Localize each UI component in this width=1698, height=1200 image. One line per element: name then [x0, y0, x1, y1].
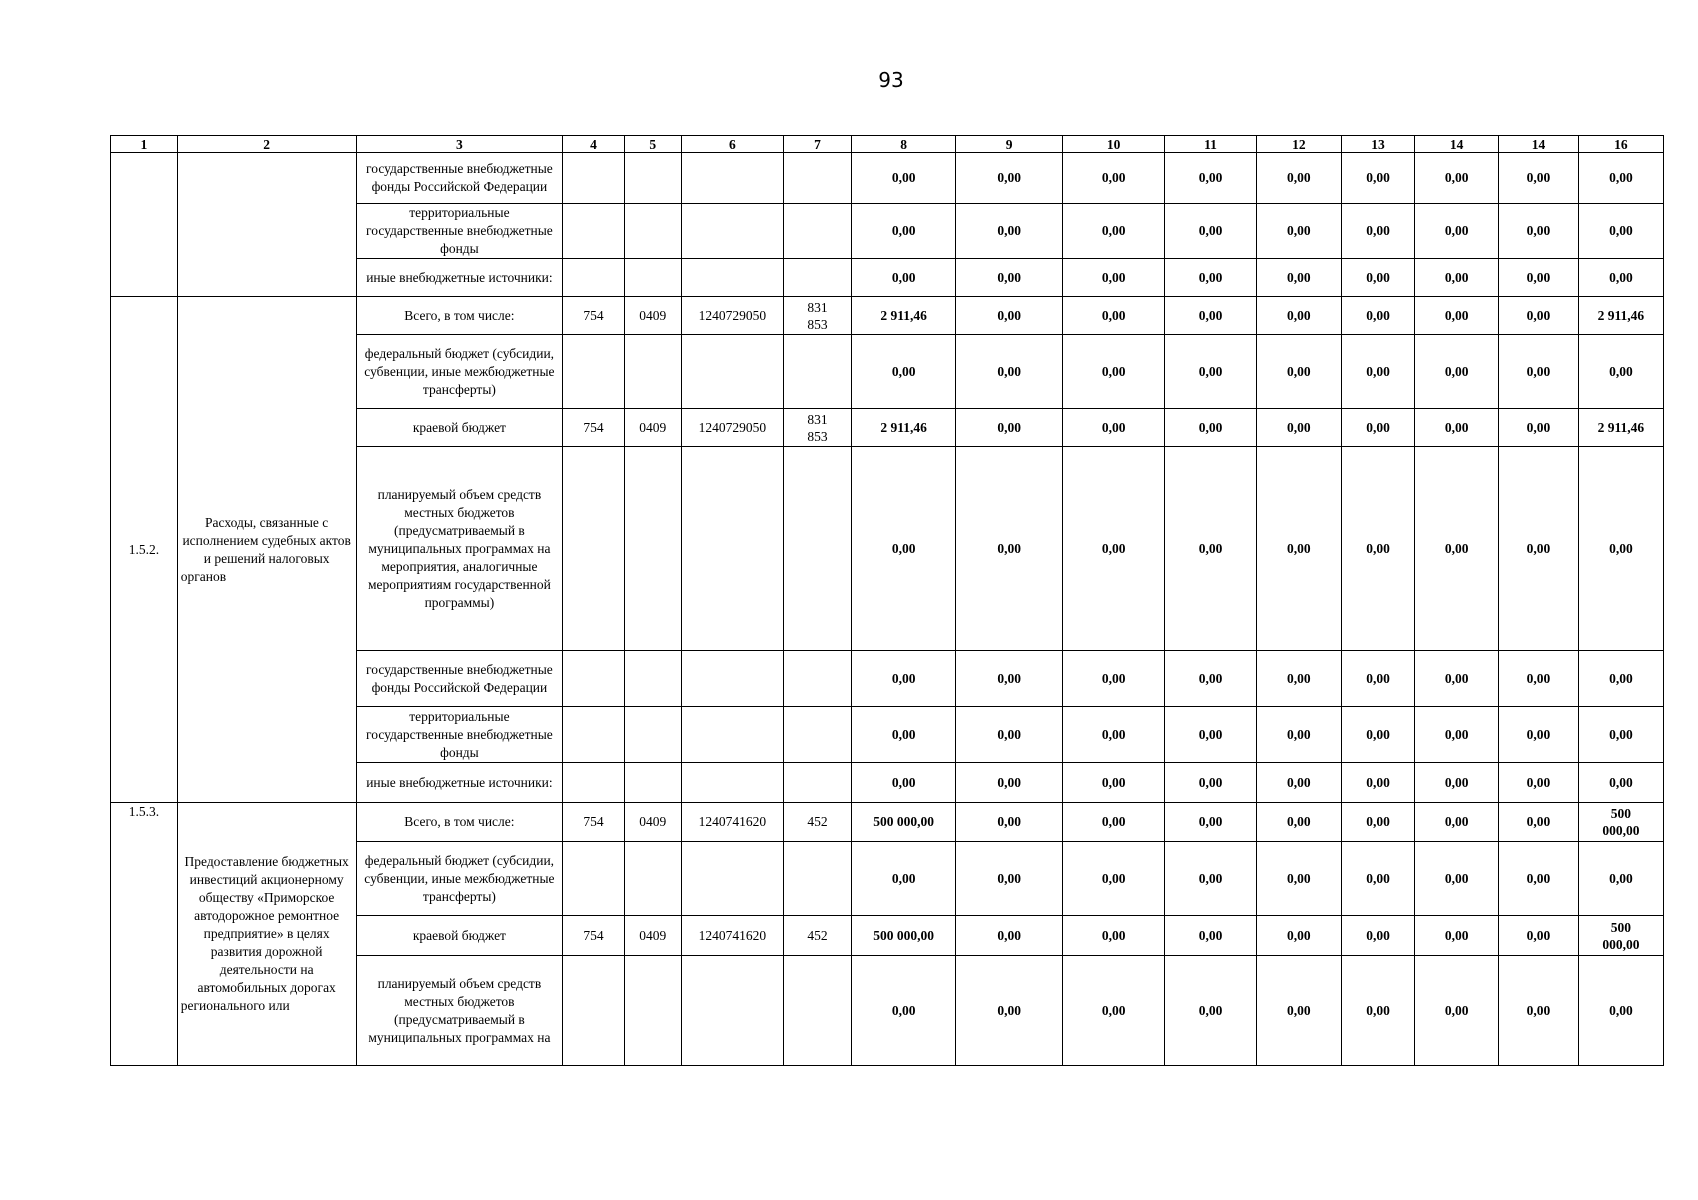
value-cell: 0,00 — [1165, 297, 1257, 335]
value-cell: 0,00 — [1165, 707, 1257, 763]
value-cell: 0,00 — [1499, 803, 1579, 842]
value-cell — [1578, 803, 1663, 842]
value-cell: 0,00 — [1415, 297, 1499, 335]
value-cell: 0,00 — [1165, 335, 1257, 409]
value-cell: 0,00 — [1499, 916, 1579, 956]
value-cell: 0,00 — [1415, 707, 1499, 763]
value-cell: 0,00 — [1578, 335, 1663, 409]
column-header: 14 — [1499, 136, 1579, 153]
funding-source: краевой бюджет — [356, 409, 563, 447]
page-number: 93 — [878, 68, 904, 92]
value-cell: 0,00 — [1499, 259, 1579, 297]
column-header: 16 — [1578, 136, 1663, 153]
item-index: 1.5.3. — [111, 803, 178, 1066]
item-name: Предоставление бюджетных инвестиций акционерному обществу «Приморское автодорожное ремонтное предприятие» в целях развития дорожной деятельности на автомобильных дорогах регионального или — [177, 803, 356, 1066]
value-cell: 0,00 — [956, 763, 1063, 803]
index-cell — [111, 153, 178, 297]
value-cell: 0,00 — [1165, 916, 1257, 956]
value-cell: 0,00 — [1256, 763, 1341, 803]
value-cell: 0,00 — [956, 335, 1063, 409]
value-cell: 0,00 — [851, 707, 955, 763]
name-cell — [177, 153, 356, 297]
code-cell: 0409 — [624, 297, 681, 335]
value-cell: 0,00 — [1578, 707, 1663, 763]
value-cell: 500 000,00 — [851, 803, 955, 842]
value-cell: 0,00 — [851, 763, 955, 803]
code-line: 853 — [807, 428, 828, 444]
value-cell: 0,00 — [1499, 409, 1579, 447]
value-cell: 0,00 — [1341, 153, 1414, 204]
value-cell: 0,00 — [956, 259, 1063, 297]
value-cell: 0,00 — [1499, 763, 1579, 803]
value-cell: 0,00 — [1341, 956, 1414, 1066]
value-cell: 0,00 — [1341, 447, 1414, 651]
value-cell: 0,00 — [1341, 707, 1414, 763]
value-cell: 0,00 — [1341, 916, 1414, 956]
value-cell: 0,00 — [1062, 956, 1164, 1066]
value-cell: 0,00 — [956, 916, 1063, 956]
value-cell: 0,00 — [851, 204, 955, 259]
value-cell: 0,00 — [1499, 153, 1579, 204]
value-cell: 0,00 — [1256, 153, 1341, 204]
value-cell: 0,00 — [1341, 842, 1414, 916]
column-header: 6 — [681, 136, 783, 153]
value-cell: 0,00 — [1415, 916, 1499, 956]
code-line: 831 — [807, 411, 828, 427]
code-line: 831 — [807, 299, 828, 315]
table-row — [111, 803, 1664, 842]
code-cell: 1240741620 — [681, 803, 783, 842]
column-header: 2 — [177, 136, 356, 153]
value-cell: 0,00 — [1499, 447, 1579, 651]
value-cell: 0,00 — [1341, 651, 1414, 707]
value-cell: 0,00 — [956, 842, 1063, 916]
value-cell: 0,00 — [1256, 204, 1341, 259]
value-cell: 0,00 — [1499, 842, 1579, 916]
value-cell: 0,00 — [1341, 335, 1414, 409]
value-cell: 0,00 — [1341, 409, 1414, 447]
value-cell: 0,00 — [1256, 297, 1341, 335]
value-cell: 0,00 — [956, 409, 1063, 447]
column-header: 1 — [111, 136, 178, 153]
value-cell: 0,00 — [1256, 651, 1341, 707]
value-cell: 0,00 — [1341, 297, 1414, 335]
value-cell: 0,00 — [1165, 956, 1257, 1066]
value-cell: 0,00 — [851, 956, 955, 1066]
value-cell: 0,00 — [1578, 153, 1663, 204]
code-cell: 754 — [563, 297, 624, 335]
value-cell: 0,00 — [1062, 204, 1164, 259]
item-name: Расходы, связанные с исполнением судебных актов и решений налоговых органов — [177, 297, 356, 803]
value-cell: 0,00 — [1578, 204, 1663, 259]
column-header: 4 — [563, 136, 624, 153]
column-header: 5 — [624, 136, 681, 153]
funding-source: краевой бюджет — [356, 916, 563, 956]
value-cell: 0,00 — [1578, 842, 1663, 916]
value-cell: 0,00 — [1062, 651, 1164, 707]
item-index: 1.5.2. — [111, 297, 178, 803]
value-cell: 0,00 — [1499, 956, 1579, 1066]
value-cell: 0,00 — [1062, 259, 1164, 297]
value-cell: 0,00 — [1415, 763, 1499, 803]
value-cell: 0,00 — [956, 651, 1063, 707]
value-cell: 0,00 — [851, 259, 955, 297]
code-cell: 1240741620 — [681, 916, 783, 956]
column-header: 11 — [1165, 136, 1257, 153]
value-cell: 0,00 — [1062, 297, 1164, 335]
value-cell: 0,00 — [1415, 409, 1499, 447]
code-cell — [784, 297, 852, 335]
value-line: 000,00 — [1602, 936, 1640, 952]
value-line: 500 — [1610, 919, 1632, 935]
value-cell: 0,00 — [1062, 803, 1164, 842]
column-header: 13 — [1341, 136, 1414, 153]
funding-source: Всего, в том числе: — [356, 297, 563, 335]
value-cell: 0,00 — [1415, 803, 1499, 842]
code-line: 853 — [807, 316, 828, 332]
value-cell: 0,00 — [1062, 707, 1164, 763]
value-cell: 0,00 — [1062, 842, 1164, 916]
value-cell: 0,00 — [956, 707, 1063, 763]
value-cell: 0,00 — [851, 335, 955, 409]
value-cell: 0,00 — [1341, 259, 1414, 297]
value-cell: 0,00 — [851, 842, 955, 916]
funding-source: иные внебюджетные источники: — [356, 763, 563, 803]
value-cell: 0,00 — [1062, 409, 1164, 447]
code-cell: 1240729050 — [681, 409, 783, 447]
column-header: 9 — [956, 136, 1063, 153]
code-cell: 1240729050 — [681, 297, 783, 335]
value-cell: 0,00 — [1062, 153, 1164, 204]
value-cell: 0,00 — [1415, 153, 1499, 204]
value-cell: 0,00 — [851, 153, 955, 204]
value-line: 000,00 — [1602, 823, 1640, 838]
value-cell: 0,00 — [1415, 259, 1499, 297]
funding-source: федеральный бюджет (субсидии, субвенции, иные межбюджетные трансферты) — [356, 335, 563, 409]
column-header: 3 — [356, 136, 563, 153]
value-cell: 0,00 — [1499, 707, 1579, 763]
value-cell: 0,00 — [1499, 297, 1579, 335]
value-cell: 0,00 — [956, 204, 1063, 259]
value-cell: 0,00 — [1256, 842, 1341, 916]
budget-table — [110, 135, 1664, 1066]
value-cell: 0,00 — [1165, 447, 1257, 651]
table-row — [111, 297, 1664, 335]
value-cell: 0,00 — [1256, 803, 1341, 842]
value-cell: 0,00 — [1499, 204, 1579, 259]
value-cell: 0,00 — [956, 447, 1063, 651]
value-cell: 0,00 — [956, 956, 1063, 1066]
value-cell: 0,00 — [1578, 447, 1663, 651]
value-cell: 0,00 — [1578, 259, 1663, 297]
value-cell: 0,00 — [1256, 409, 1341, 447]
value-cell: 0,00 — [1578, 956, 1663, 1066]
value-cell: 0,00 — [1256, 916, 1341, 956]
column-header: 7 — [784, 136, 852, 153]
code-cell: 0409 — [624, 916, 681, 956]
code-cell — [784, 409, 852, 447]
value-cell: 0,00 — [1165, 204, 1257, 259]
value-cell: 0,00 — [851, 651, 955, 707]
funding-source: государственные внебюджетные фонды Российской Федерации — [356, 153, 563, 204]
value-cell: 0,00 — [1341, 204, 1414, 259]
funding-source: планируемый объем средств местных бюджетов (предусматриваемый в муниципальных программах на мероприятия, аналогичные мероприятиям государственной программы) — [356, 447, 563, 651]
value-cell: 0,00 — [1415, 335, 1499, 409]
value-cell: 0,00 — [1165, 153, 1257, 204]
funding-source: иные внебюджетные источники: — [356, 259, 563, 297]
value-cell: 0,00 — [1578, 763, 1663, 803]
value-cell: 2 911,46 — [851, 297, 955, 335]
value-cell: 0,00 — [1415, 956, 1499, 1066]
value-cell: 0,00 — [1256, 447, 1341, 651]
value-cell — [1578, 916, 1663, 956]
value-cell: 0,00 — [1415, 842, 1499, 916]
value-cell: 0,00 — [1256, 707, 1341, 763]
value-cell: 0,00 — [1415, 204, 1499, 259]
value-cell: 0,00 — [1578, 651, 1663, 707]
column-header: 8 — [851, 136, 955, 153]
value-cell: 0,00 — [1062, 335, 1164, 409]
column-header: 10 — [1062, 136, 1164, 153]
value-cell: 2 911,46 — [1578, 409, 1663, 447]
value-cell: 0,00 — [1165, 842, 1257, 916]
value-cell: 0,00 — [956, 153, 1063, 204]
code-cell: 0409 — [624, 409, 681, 447]
code-cell: 754 — [563, 803, 624, 842]
value-line: 500 — [1610, 806, 1632, 821]
value-cell: 0,00 — [1165, 651, 1257, 707]
table-row — [111, 153, 1664, 204]
value-cell: 0,00 — [851, 447, 955, 651]
value-cell: 2 911,46 — [1578, 297, 1663, 335]
funding-source: территориальные государственные внебюджетные фонды — [356, 707, 563, 763]
code-cell: 0409 — [624, 803, 681, 842]
value-cell: 0,00 — [1062, 763, 1164, 803]
value-cell: 0,00 — [1165, 409, 1257, 447]
code-cell: 754 — [563, 409, 624, 447]
value-cell: 0,00 — [1256, 259, 1341, 297]
column-header: 12 — [1256, 136, 1341, 153]
value-cell: 0,00 — [1341, 803, 1414, 842]
funding-source: федеральный бюджет (субсидии, субвенции, иные межбюджетные трансферты) — [356, 842, 563, 916]
funding-source: территориальные государственные внебюджетные фонды — [356, 204, 563, 259]
code-cell: 452 — [784, 916, 852, 956]
value-cell: 0,00 — [1499, 651, 1579, 707]
value-cell: 0,00 — [1165, 803, 1257, 842]
funding-source: Всего, в том числе: — [356, 803, 563, 842]
value-cell: 0,00 — [1499, 335, 1579, 409]
value-cell: 500 000,00 — [851, 916, 955, 956]
value-cell: 0,00 — [956, 803, 1063, 842]
value-cell: 0,00 — [1415, 651, 1499, 707]
code-cell: 452 — [784, 803, 852, 842]
value-cell: 0,00 — [1415, 447, 1499, 651]
column-header: 14 — [1415, 136, 1499, 153]
value-cell: 0,00 — [1062, 447, 1164, 651]
header-row — [111, 136, 1664, 153]
value-cell: 0,00 — [956, 297, 1063, 335]
code-cell: 754 — [563, 916, 624, 956]
funding-source: планируемый объем средств местных бюджетов (предусматриваемый в муниципальных программах на — [356, 956, 563, 1066]
value-cell: 0,00 — [1062, 916, 1164, 956]
value-cell: 0,00 — [1256, 335, 1341, 409]
funding-source: государственные внебюджетные фонды Российской Федерации — [356, 651, 563, 707]
value-cell: 0,00 — [1165, 259, 1257, 297]
value-cell: 2 911,46 — [851, 409, 955, 447]
value-cell: 0,00 — [1341, 763, 1414, 803]
value-cell: 0,00 — [1165, 763, 1257, 803]
value-cell: 0,00 — [1256, 956, 1341, 1066]
